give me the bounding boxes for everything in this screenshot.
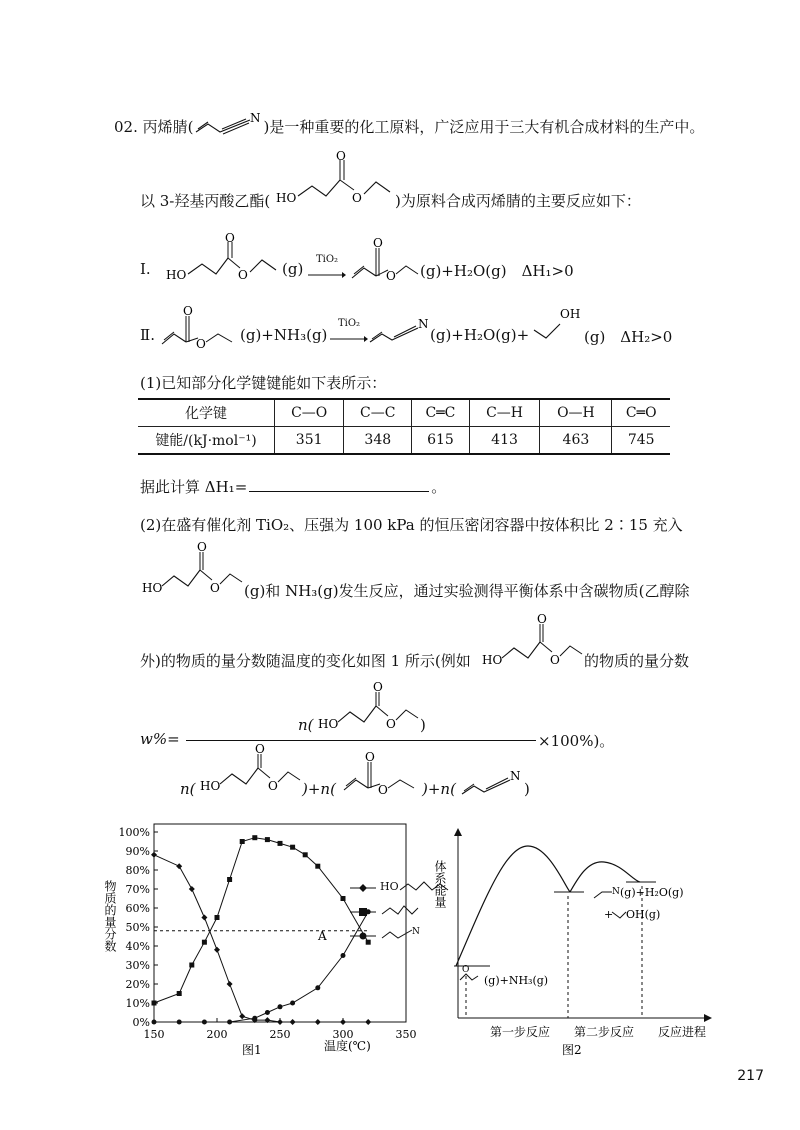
data-point bbox=[177, 1020, 182, 1025]
denominator-plus-2: )+n( bbox=[422, 780, 456, 798]
svg-text:O: O bbox=[537, 612, 547, 626]
data-point bbox=[315, 1019, 321, 1025]
data-point bbox=[252, 1016, 257, 1021]
ethyl-acrylate-structure-icon bbox=[158, 304, 242, 354]
svg-text:HO: HO bbox=[276, 191, 297, 205]
reaction-2 bbox=[140, 302, 700, 362]
acrylate-structure-icon bbox=[380, 902, 420, 918]
figure-2-caption: 图2 bbox=[562, 1043, 582, 1057]
svg-text:N: N bbox=[412, 927, 420, 937]
part2-line-2: (g)和 NH₃(g)发生反应，通过实验测得平衡体系中含碳物质(乙醇除 bbox=[244, 582, 690, 600]
data-point bbox=[177, 991, 182, 996]
reaction-1-g: (g) bbox=[282, 260, 304, 278]
reaction-1-tail: (g)+H₂O(g) ΔH₁>0 bbox=[420, 262, 574, 280]
x-tick-label: 350 bbox=[395, 1028, 417, 1041]
x-tick-label: 150 bbox=[143, 1028, 165, 1041]
question-number: 02. bbox=[114, 118, 138, 136]
svg-text:HO: HO bbox=[318, 717, 339, 731]
ethyl-3-hydroxypropanoate-structure-icon bbox=[480, 612, 584, 670]
legend-label: HO bbox=[380, 880, 399, 893]
denominator-plus-1: )+n( bbox=[302, 780, 336, 798]
data-point bbox=[315, 864, 320, 869]
data-point bbox=[227, 981, 233, 987]
numerator-n: n( bbox=[298, 716, 314, 734]
table-header: C═C bbox=[412, 399, 470, 427]
data-point bbox=[341, 953, 346, 958]
data-point bbox=[278, 1004, 283, 1009]
series-line-1 bbox=[154, 838, 368, 1003]
y-tick-label: 90% bbox=[125, 845, 150, 858]
x-tick-label: 300 bbox=[332, 1028, 354, 1041]
table-cell: 348 bbox=[344, 427, 412, 455]
ethyl-3-hydroxypropanoate-structure-icon bbox=[316, 682, 420, 734]
x-tick-label: 250 bbox=[269, 1028, 291, 1041]
part2-line-1: (2)在盛有催化剂 TiO₂、压强为 100 kPa 的恒压密闭容器中按体积比 2∶15 充入 bbox=[140, 516, 683, 534]
table-row-label: 键能/(kJ·mol⁻¹) bbox=[138, 427, 275, 455]
y-tick-label: 30% bbox=[125, 959, 150, 972]
square-marker-icon bbox=[350, 906, 376, 918]
series-line-2 bbox=[154, 912, 368, 1022]
reactant-structure-icon bbox=[164, 232, 282, 287]
svg-text:HO: HO bbox=[200, 779, 221, 793]
svg-text:O: O bbox=[386, 269, 396, 283]
data-point bbox=[265, 837, 270, 842]
table-row bbox=[138, 399, 670, 427]
part1-intro: (1)已知部分化学键键能如下表所示： bbox=[140, 374, 387, 392]
ethyl-3-hydroxypropanoate-structure-icon bbox=[140, 540, 244, 598]
line2-text-b: )为原料合成丙烯腈的主要反应如下： bbox=[395, 192, 641, 210]
y-tick-label: 20% bbox=[125, 978, 150, 991]
data-point bbox=[278, 841, 283, 846]
data-point bbox=[252, 835, 257, 840]
data-point bbox=[189, 886, 195, 892]
y-tick-label: 70% bbox=[125, 883, 150, 896]
svg-text:O: O bbox=[196, 337, 206, 351]
step-2-label: 第二步反应 bbox=[574, 1025, 635, 1039]
y-tick-label: 100% bbox=[118, 826, 150, 839]
line2-text-a: 以 3-羟基丙酸乙酯( bbox=[140, 192, 271, 210]
svg-text:O: O bbox=[255, 742, 265, 756]
fraction-bar bbox=[186, 740, 536, 741]
table-cell: 615 bbox=[412, 427, 470, 455]
diamond-marker-icon bbox=[350, 882, 376, 894]
intro-text-a: 丙烯腈( bbox=[142, 118, 194, 136]
reaction-2-end: (g) ΔH₂>0 bbox=[584, 328, 673, 346]
formula-tail: ×100%)。 bbox=[538, 732, 615, 750]
svg-text:N: N bbox=[249, 111, 260, 125]
data-point bbox=[239, 1013, 245, 1019]
data-point bbox=[201, 915, 207, 921]
data-point bbox=[189, 963, 194, 968]
svg-text:O: O bbox=[378, 783, 388, 797]
data-point bbox=[202, 1020, 207, 1025]
figure-1-ylabel: 物质的量分数 bbox=[103, 880, 117, 952]
svg-text:N: N bbox=[418, 317, 429, 331]
ethanol-structure-icon bbox=[532, 304, 582, 344]
svg-text:O: O bbox=[210, 581, 220, 595]
table-cell: 351 bbox=[275, 427, 344, 455]
data-point bbox=[365, 1019, 371, 1025]
y-tick-label: 80% bbox=[125, 864, 150, 877]
svg-text:HO: HO bbox=[482, 653, 503, 667]
data-point bbox=[303, 852, 308, 857]
series-line-0 bbox=[154, 855, 368, 1022]
reaction-1 bbox=[140, 232, 700, 292]
figure-1-xlabel: 温度(℃) bbox=[324, 1039, 371, 1053]
data-point bbox=[290, 845, 295, 850]
x-tick-label: 200 bbox=[206, 1028, 228, 1041]
svg-text:O: O bbox=[386, 717, 396, 731]
nitrile-structure-icon bbox=[380, 926, 420, 942]
figure-2-xlabel: 反应进程 bbox=[658, 1025, 707, 1039]
svg-text:HO: HO bbox=[166, 268, 187, 282]
denominator-close: ) bbox=[524, 780, 530, 798]
data-point bbox=[290, 1019, 296, 1025]
table-row bbox=[138, 427, 670, 455]
svg-text:HO: HO bbox=[142, 581, 163, 595]
svg-text:O: O bbox=[373, 236, 383, 250]
calc-end: 。 bbox=[431, 478, 447, 496]
reaction-2-tail: (g)+H₂O(g)+ bbox=[430, 326, 530, 344]
part1-calc bbox=[140, 476, 446, 497]
figure-1-caption: 图1 bbox=[242, 1043, 262, 1057]
data-point bbox=[176, 863, 182, 869]
table-cell: 463 bbox=[540, 427, 612, 455]
arrow-right-icon bbox=[308, 271, 346, 279]
numerator-close: ) bbox=[420, 716, 426, 734]
svg-text:O: O bbox=[183, 304, 193, 318]
table-cell: 745 bbox=[612, 427, 670, 455]
reaction-2-arrow bbox=[330, 318, 368, 347]
svg-text:OH: OH bbox=[560, 307, 581, 321]
reaction-1-label: Ⅰ. bbox=[140, 260, 151, 278]
data-point bbox=[202, 940, 207, 945]
catalyst-label: TiO₂ bbox=[337, 318, 361, 329]
answer-blank[interactable] bbox=[249, 477, 429, 492]
table-header: C—H bbox=[469, 399, 540, 427]
svg-text:O: O bbox=[550, 653, 560, 667]
data-point bbox=[215, 915, 220, 920]
data-point bbox=[214, 947, 220, 953]
acrylonitrile-structure-icon bbox=[460, 764, 524, 798]
table-header: C—C bbox=[344, 399, 412, 427]
catalyst-label: TiO₂ bbox=[315, 254, 339, 265]
bond-energy-table bbox=[138, 398, 670, 455]
y-tick-label: 10% bbox=[125, 997, 150, 1010]
svg-text:+: + bbox=[604, 908, 614, 921]
product-label-a: (g)+H₂O(g) bbox=[620, 886, 684, 899]
svg-text:O: O bbox=[268, 779, 278, 793]
ethyl-acrylate-structure-icon bbox=[340, 752, 422, 798]
data-point bbox=[227, 877, 232, 882]
part2-line-3b: 的物质的量分数 bbox=[584, 652, 690, 670]
svg-text:O: O bbox=[336, 149, 346, 163]
svg-text:O: O bbox=[462, 965, 470, 975]
svg-text:O: O bbox=[238, 268, 248, 282]
formula-lhs: w%= bbox=[140, 730, 180, 748]
data-point bbox=[227, 1020, 232, 1025]
svg-text:O: O bbox=[373, 680, 383, 694]
table-header: C═O bbox=[612, 399, 670, 427]
svg-text:O: O bbox=[365, 750, 375, 764]
reaction-2-mid: (g)+NH₃(g) bbox=[240, 326, 328, 344]
data-point bbox=[315, 985, 320, 990]
table-cell: 413 bbox=[469, 427, 540, 455]
point-a-label: A bbox=[318, 929, 327, 943]
ethyl-3-hydroxypropanoate-structure-icon bbox=[198, 744, 302, 796]
page-number: 217 bbox=[737, 1068, 764, 1084]
figure-2-ylabel: 体系能量 bbox=[433, 860, 447, 908]
y-tick-label: 50% bbox=[125, 921, 150, 934]
data-point bbox=[290, 1001, 295, 1006]
reaction-1-arrow bbox=[308, 254, 346, 283]
calc-text: 据此计算 ΔH₁= bbox=[140, 478, 248, 496]
question-line-1 bbox=[114, 112, 704, 138]
reactant-label: (g)+NH₃(g) bbox=[484, 974, 549, 987]
y-tick-label: 60% bbox=[125, 902, 150, 915]
table-header: O—H bbox=[540, 399, 612, 427]
reaction-2-label: Ⅱ. bbox=[140, 326, 155, 344]
ethyl-acrylate-structure-icon bbox=[348, 236, 420, 286]
part2-line-3a: 外)的物质的量分数随温度的变化如图 1 所示(例如 bbox=[140, 652, 471, 670]
svg-text:O: O bbox=[352, 191, 362, 205]
svg-text:O: O bbox=[197, 540, 207, 554]
acrylonitrile-structure-icon bbox=[368, 312, 432, 346]
data-point bbox=[151, 852, 157, 858]
ethyl-3-hydroxypropanoate-structure-icon bbox=[274, 150, 394, 210]
data-point bbox=[341, 896, 346, 901]
svg-text:N: N bbox=[612, 887, 620, 897]
table-header: 化学键 bbox=[138, 399, 275, 427]
y-tick-label: 0% bbox=[132, 1016, 150, 1029]
svg-text:O: O bbox=[225, 231, 235, 245]
figure-2-energy-diagram bbox=[433, 826, 736, 1057]
table-header: C—O bbox=[275, 399, 344, 427]
data-point bbox=[265, 1010, 270, 1015]
y-tick-label: 40% bbox=[125, 940, 150, 953]
svg-text:N: N bbox=[510, 769, 521, 783]
denominator-n1: n( bbox=[180, 780, 196, 798]
data-point bbox=[240, 839, 245, 844]
circle-marker-icon bbox=[350, 930, 376, 942]
step-1-label: 第一步反应 bbox=[490, 1025, 551, 1039]
product-label-b: OH(g) bbox=[626, 908, 661, 921]
arrow-right-icon bbox=[330, 335, 368, 343]
intro-text-b: )是一种重要的化工原料，广泛应用于三大有机合成材料的生产中。 bbox=[263, 118, 705, 136]
acrylonitrile-structure-icon bbox=[194, 112, 264, 138]
